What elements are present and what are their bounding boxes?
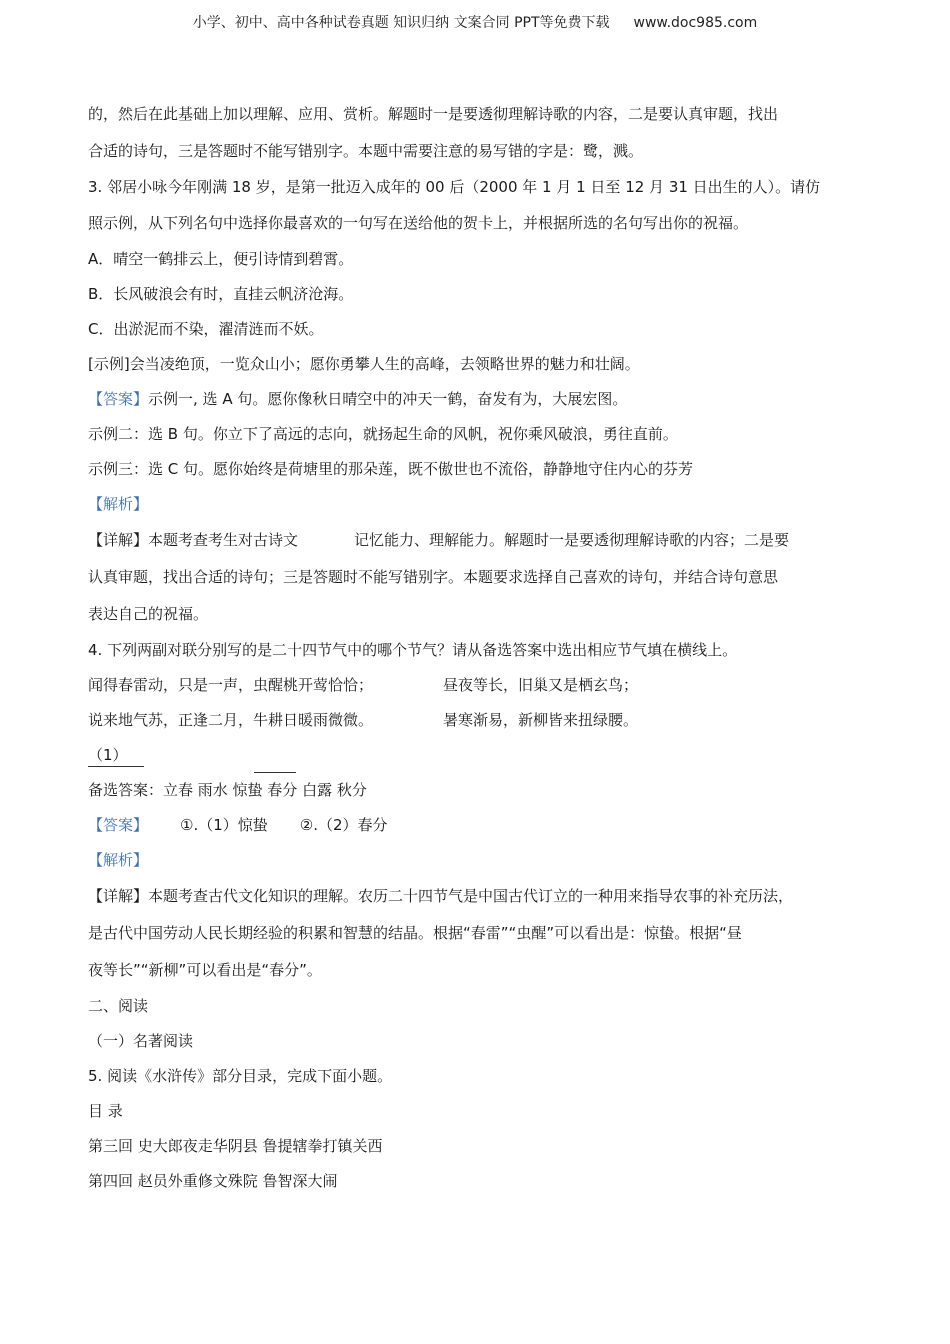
toc-heading: 目 录 (88, 1102, 123, 1120)
couplet-line-1 (88, 668, 878, 703)
fill-blank-row (88, 738, 878, 773)
text-line: 示例三：选 C 句。愿你始终是荷塘里的那朵莲，既不傲世也不流俗，静静地守住内心的芬芳 (88, 460, 694, 478)
toc-item: 第四回 赵员外重修文殊院 鲁智深大闹 (88, 1172, 338, 1190)
answer-text: 示例一, 选 A 句。愿你像秋日晴空中的冲天一鹤，奋发有为，大展宏图。 (148, 390, 628, 408)
option-b: B．长风破浪会有时，直挂云帆济沧海。 (88, 285, 354, 303)
answer-tag: 【答案】 (88, 816, 149, 834)
detail-text-part2: 记忆能力、理解能力。解题时一是要透彻理解诗歌的内容；二是要 (354, 531, 790, 549)
option-c: C．出淤泥而不染，濯清涟而不妖。 (88, 320, 324, 338)
couplet-2-first: 昼夜等长，旧巢又是栖玄鸟； (443, 676, 639, 694)
section-heading: 二、阅读 (88, 997, 149, 1015)
text-line: 照示例，从下列名句中选择你最喜欢的一句写在送给他的贺卡上，并根据所选的名句写出你的祝福。 (88, 214, 749, 232)
detail-line (88, 522, 878, 559)
blank-1[interactable]: （1） (88, 744, 144, 767)
analysis-tag-line (88, 487, 878, 522)
document-body (88, 96, 878, 1199)
question-5: 5. 阅读《水浒传》部分目录，完成下面小题。 (88, 1067, 393, 1085)
answer-2: ②.（2）春分 (299, 816, 388, 834)
header-title: 小学、初中、高中各种试卷真题 知识归纳 文案合同 PPT等免费下载 (192, 15, 610, 31)
couplet-1-first: 闻得春雷动，只是一声，虫醒桃开莺恰恰； (88, 676, 374, 694)
analysis-tag: 【解析】 (88, 851, 149, 869)
couplet-2-second: 暑寒渐易，新柳皆来扭绿腰。 (443, 711, 639, 729)
toc-item: 第三回 史大郎夜走华阴县 鲁提辖拳打镇关西 (88, 1137, 383, 1155)
blank-2[interactable] (254, 750, 296, 773)
text-line: 合适的诗句，三是答题时不能写错别字。本题中需要注意的易写错的字是：鹭，溅。 (88, 142, 644, 160)
example-line: [示例]会当凌绝顶，一览众山小；愿你勇攀人生的高峰，去领略世界的魅力和壮阔。 (88, 355, 640, 373)
analysis-tag-line (88, 843, 878, 878)
analysis-tag: 【解析】 (88, 495, 149, 513)
answer-line-4 (88, 808, 878, 843)
couplet-line-2 (88, 703, 878, 738)
choices-line: 备选答案：立春 雨水 惊蛰 春分 白露 秋分 (88, 781, 367, 799)
detail-text-part1: 【详解】本题考查考生对古诗文 (88, 531, 299, 549)
text-line: 认真审题，找出合适的诗句；三是答题时不能写错别字。本题要求选择自己喜欢的诗句，并结合诗句意思 (88, 568, 779, 586)
text-line: 是古代中国劳动人民长期经验的积累和智慧的结晶。根据“春雷”“虫醒”可以看出是：惊蛰。根据“昼 (88, 924, 742, 942)
text-line: 的，然后在此基础上加以理解、应用、赏析。解题时一是要透彻理解诗歌的内容，二是要认真审题，找出 (88, 105, 779, 123)
answer-line (88, 382, 878, 417)
couplet-1-second: 说来地气苏，正逢二月，牛耕日暖雨微微。 (88, 711, 374, 729)
text-line: 示例二：选 B 句。你立下了高远的志向，就扬起生命的风帆，祝你乘风破浪，勇往直前。 (88, 425, 678, 443)
text-line: 夜等长”“新柳”可以看出是“春分”。 (88, 961, 322, 979)
answer-tag: 【答案】 (88, 390, 149, 408)
question-4: 4. 下列两副对联分别写的是二十四节气中的哪个节气？请从备选答案中选出相应节气填在横线上。 (88, 641, 738, 659)
text-line: 表达自己的祝福。 (88, 605, 209, 623)
header-site-link[interactable]: www.doc985.com (633, 15, 758, 31)
page-header (0, 12, 950, 32)
answer-1: ①.（1）惊蛰 (180, 816, 268, 834)
question-3: 3. 邻居小咏今年刚满 18 岁，是第一批迈入成年的 00 后（2000 年 1 月 1 日至 12 月 31 日出生的人）。请仿 (88, 178, 821, 196)
option-a: A．晴空一鹤排云上，便引诗情到碧霄。 (88, 250, 354, 268)
subsection-heading: （一）名著阅读 (88, 1032, 194, 1050)
text-line: 【详解】本题考查古代文化知识的理解。农历二十四节气是中国古代订立的一种用来指导农事的补充历法， (88, 887, 794, 905)
